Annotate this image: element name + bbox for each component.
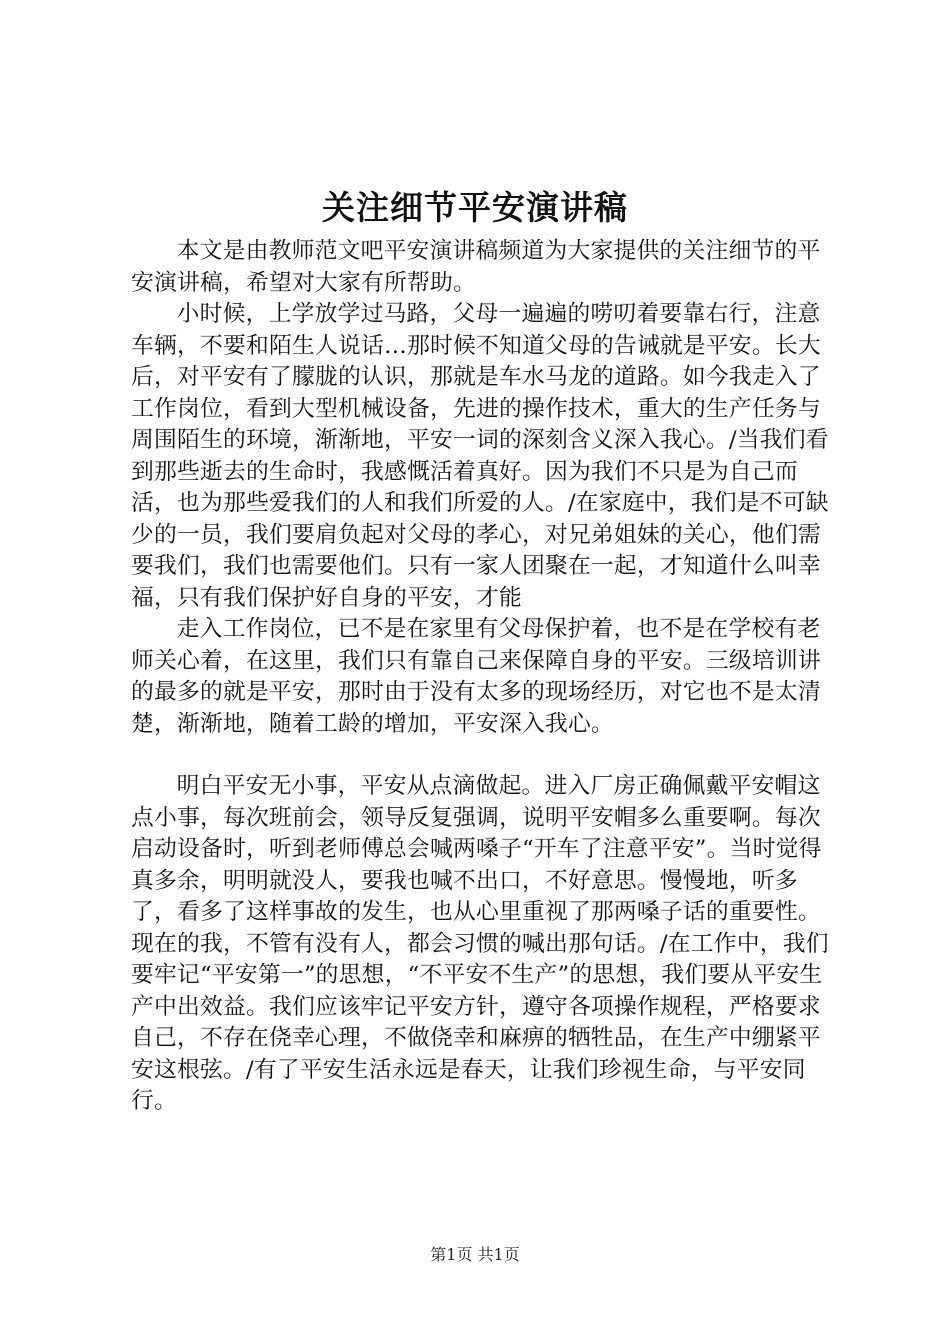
document-body — [131, 236, 831, 1118]
paragraph-workplace: 走入工作岗位，已不是在家里有父母保护着，也不是在学校有老师关心着，在这里，我们只有靠自己来保障自身的平安。三级培训讲的最多的就是平安，那时由于没有太多的现场经历，对它也不是太清楚，渐渐地，随着工龄的增加，平安深入我心。 — [131, 616, 821, 737]
paragraph-intro: 本文是由教师范文吧平安演讲稿频道为大家提供的关注细节的平安演讲稿，希望对大家有所帮助。 — [131, 238, 821, 296]
paragraph-safety-details: 明白平安无小事，平安从点滴做起。进入厂房正确佩戴平安帽这点小事，每次班前会，领导反复强调，说明平安帽多么重要啊。每次启动设备时，听到老师傅总会喊两嗓子“开车了注意平安”。当时觉得真多余，明明就没人，要我也喊不出口，不好意思。慢慢地，听多了，看多了这样事故的发生，也从心里重视了那两嗓子话的重要性。现在的我，不管有没有人，都会习惯的喊出那句话。/在工作中，我们要牢记“平安第一”的思想，“不平安不生产”的思想，我们要从平安生产中出效益。我们应该牢记平安方针，遵守各项操作规程，严格要求自己，不存在侥幸心理，不做侥幸和麻痹的牺牲品，在生产中绷紧平安这根弦。/有了平安生活永远是春天，让我们珍视生命，与平安同行。 — [131, 773, 829, 1114]
page-footer: 第1页 共1页 — [430, 1245, 520, 1264]
document-title: 关注细节平安演讲稿 — [322, 188, 628, 227]
paragraph-childhood: 小时候，上学放学过马路，父母一遍遍的唠叨着要靠右行，注意车辆，不要和陌生人说话…那时候不知道父母的告诫就是平安。长大后，对平安有了朦胧的认识，那就是车水马龙的道路。如今我走入了工作岗位，看到大型机械设备，先进的操作技术，重大的生产任务与周围陌生的环境，渐渐地，平安一词的深刻含义深入我心。/当我们看到那些逝去的生命时，我感慨活着真好。因为我们不只是为自己而活，也为那些爱我们的人和我们所爱的人。/在家庭中，我们是不可缺少的一员，我们要肩负起对父母的孝心，对兄弟姐妹的关心，他们需要我们，我们也需要他们。只有一家人团聚在一起，才知道什么叫幸福，只有我们保护好自身的平安，才能 — [131, 301, 829, 611]
